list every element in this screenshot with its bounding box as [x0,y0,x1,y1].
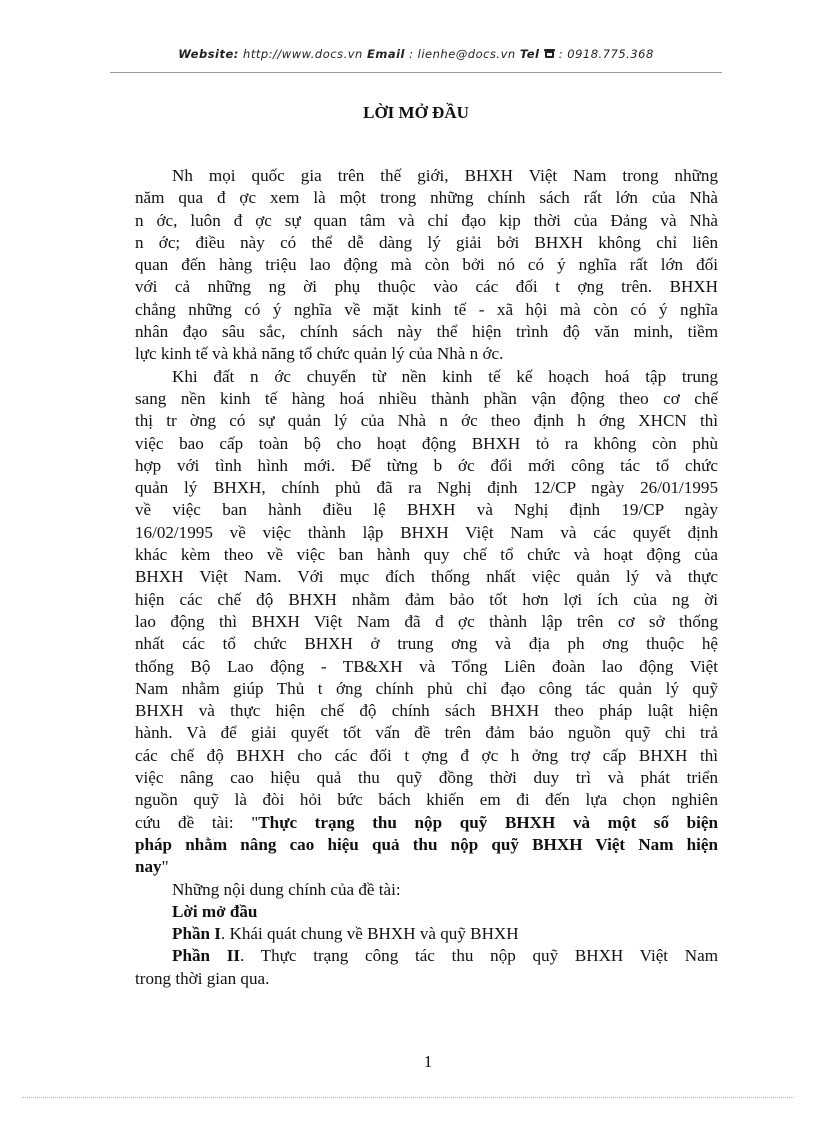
page-number: 1 [423,1052,433,1071]
outline-intro-label: Lời mở đầu [172,901,258,921]
text-line: nhất các tổ chức BHXH ở trung ơng và địa ph ơng thuộc hệ [135,634,718,654]
text-line: sang nền kinh tế hàng hoá nhiều thành phần vận động theo cơ chế [135,388,718,408]
text-line: lực kinh tế và khả năng tổ chức quản lý của Nhà n ớc. [135,344,504,364]
text-line: BHXH và thực hiện chế độ chính sách BHXH theo pháp luật hiện [135,701,718,721]
header-divider [110,72,722,73]
text-line [135,834,718,856]
topic-title-part-2: pháp nhằm nâng cao hiệu quả thu nộp quỹ BHXH Việt Nam hiện [135,834,718,854]
text-line: khác kèm theo về việc ban hành quy chế tổ chức và hoạt động của [135,545,718,565]
text-line: với cả những ng ời phụ thuộc vào các đối t ợng trên. BHXH [135,277,718,297]
text-line: năm qua đ ợc xem là một trong những chính sách rất lớn của Nhà [135,188,718,208]
phone-icon [544,48,555,62]
text-line: về việc ban hành điều lệ BHXH và Nghị định 19/CP ngày [135,500,718,520]
outline-intro [135,901,718,923]
footer-divider [22,1097,794,1098]
outline-part-2 [135,945,718,967]
page-header [110,47,722,62]
email-label: Email [366,47,405,61]
part-2-text: . Thực trạng công tác thu nộp quỹ BHXH Việt Nam [240,946,718,966]
topic-prefix: cứu đề tài: " [135,812,259,832]
text-line: nhân đạo sâu sắc, chính sách này thể hiện trình độ văn minh, tiềm [135,322,718,342]
text-line: thị tr ờng có sự quản lý của Nhà n ớc theo định h ớng XHCN thì [135,411,718,431]
text-line: hành. Và để giải quyết tốt vấn đề trên đảm bảo nguồn quỹ chi trả [135,723,718,743]
text-line [135,812,718,834]
topic-suffix: " [161,857,169,877]
tel-value: : 0918.775.368 [554,47,654,61]
text-line: thống Bộ Lao động - TB&XH và Tổng Liên đoàn lao động Việt [135,656,718,676]
text-line: n ớc, luôn đ ợc sự quan tâm và chỉ đạo kịp thời của Đảng và Nhà [135,210,718,230]
part-1-text: . Khái quát chung về BHXH và quỹ BHXH [220,924,519,944]
text-line: các chế độ BHXH cho các đối t ợng đ ợc h ởng trợ cấp BHXH thì [135,745,718,765]
topic-title-part-1: Thực trạng thu nộp quỹ BHXH và một số biện [258,812,718,832]
page-title: LỜI MỞ ĐẦU [363,103,469,122]
tel-label: Tel [519,47,540,61]
website-label: Website: [178,47,239,61]
text-line: Nh mọi quốc gia trên thế giới, BHXH Việt Nam trong những [172,166,718,185]
part-1-label: Phần I [172,924,221,944]
text-line: hiện các chế độ BHXH nhằm đảm bảo tốt hơn lợi ích của ng ời [135,589,718,609]
email-value: : lienhe@docs.vn [404,47,520,61]
text-line: Nam nhằm giúp Thủ t ớng chính phủ chỉ đạo công tác quản lý quỹ [135,678,718,698]
text-line: nguồn quỹ là đòi hỏi bức bách khiến em đi đến lựa chọn nghiên [135,790,718,810]
text-line: Khi đất n ớc chuyển từ nền kinh tế kế hoạch hoá tập trung [172,366,718,386]
document-body [135,165,718,990]
contents-intro: Những nội dung chính của đề tài: [172,879,401,899]
text-line: quản lý BHXH, chính phủ đã ra Nghị định 12/CP ngày 26/01/1995 [135,478,718,498]
text-line: việc nâng cao hiệu quả thu quỹ đồng thời duy trì và phát triển [135,768,718,788]
text-line: n ớc; điều này có thể dễ dàng lý giải bởi BHXH không chỉ liên [135,232,718,252]
text-line: BHXH Việt Nam. Với mục đích thống nhất việc quản lý và thực [135,567,718,587]
paragraph-1 [135,165,718,366]
paragraph-2 [135,366,718,879]
website-value: http://www.docs.vn [238,47,367,61]
text-line: 16/02/1995 về việc thành lập BHXH Việt Nam và các quyết định [135,522,718,542]
outline-part-1 [135,923,718,945]
text-line: lao động thì BHXH Việt Nam đã đ ợc thành lập trên cơ sở thống [135,611,718,631]
outline-part-2-continuation: trong thời gian qua. [135,968,270,988]
part-2-label: Phần II [172,946,241,966]
text-line: hợp với tình hình mới. Để từng b ớc đổi mới công tác tổ chức [135,455,718,475]
text-line: việc bao cấp toàn bộ cho hoạt động BHXH tỏ ra không còn phù [135,433,718,453]
text-line: chẳng những có ý nghĩa về mặt kinh tế - xã hội mà còn có ý nghĩa [135,299,718,319]
text-line [135,856,718,878]
topic-title-part-3: nay [135,857,162,877]
text-line: quan đến hàng triệu lao động mà còn bởi nó có ý nghĩa rất lớn đối [135,255,718,275]
